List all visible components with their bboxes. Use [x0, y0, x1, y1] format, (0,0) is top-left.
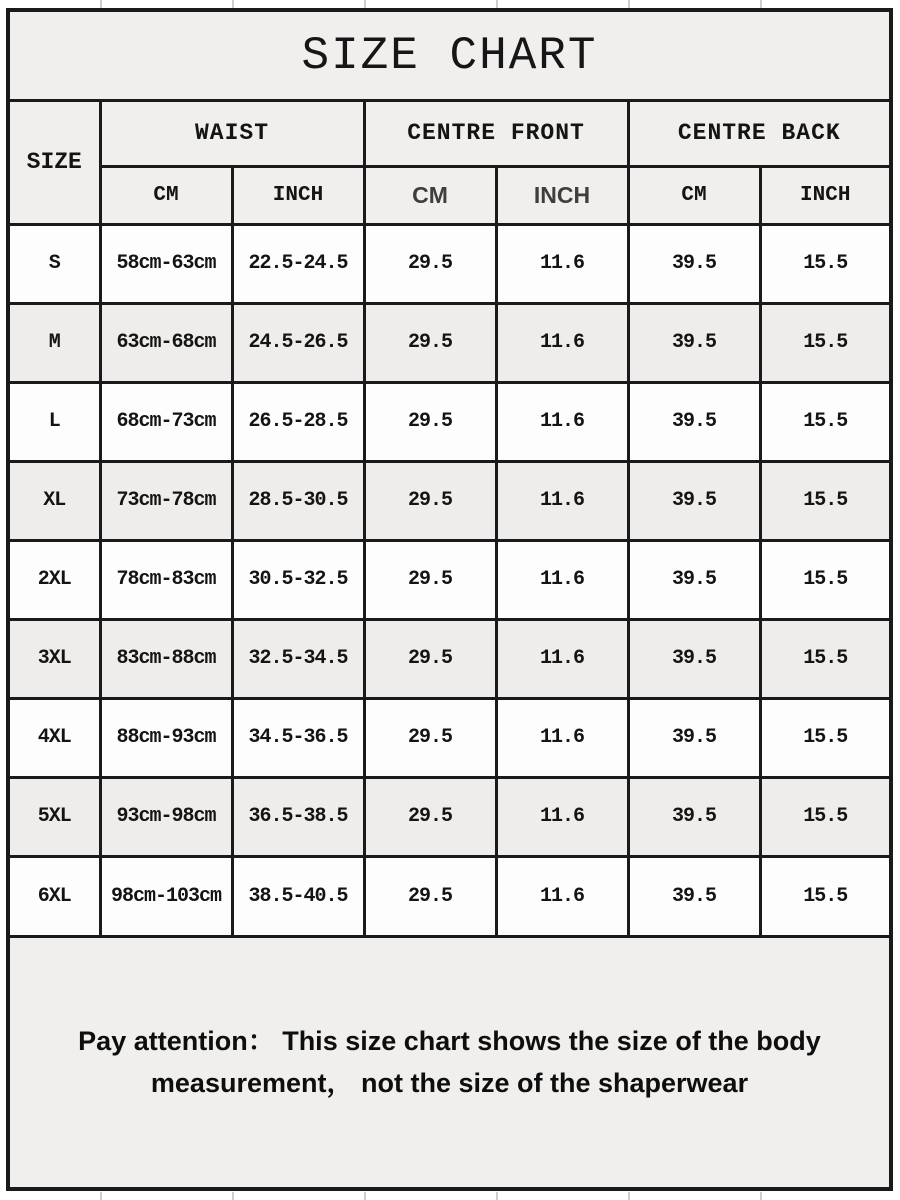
measurement-cell: 29.5	[364, 619, 496, 698]
attention-note	[10, 935, 889, 1187]
measurement-cell: 26.5-28.5	[232, 382, 364, 461]
table-row	[10, 856, 889, 935]
grid-artifact-line	[496, 0, 498, 8]
measurement-cell: 29.5	[364, 777, 496, 856]
table-row	[10, 303, 889, 382]
measurement-cell: 39.5	[628, 303, 760, 382]
measurement-cell: 11.6	[496, 619, 628, 698]
grid-artifact-line	[100, 0, 102, 8]
measurement-cell: 29.5	[364, 856, 496, 935]
group-header-centre-front: CENTRE FRONT	[364, 102, 628, 166]
measurement-cell: 11.6	[496, 777, 628, 856]
measurement-cell: 36.5-38.5	[232, 777, 364, 856]
measurement-cell: 98cm-103cm	[100, 856, 232, 935]
attention-note-line-2: measurement， not the size of the shaperwear	[150, 1067, 749, 1098]
measurement-cell: 15.5	[760, 224, 889, 303]
size-cell: M	[10, 303, 100, 382]
measurement-cell: 15.5	[760, 619, 889, 698]
measurement-cell: 73cm-78cm	[100, 461, 232, 540]
measurement-cell: 93cm-98cm	[100, 777, 232, 856]
table-header	[10, 102, 889, 224]
measurement-cell: 11.6	[496, 461, 628, 540]
grid-artifact-line	[232, 0, 234, 8]
measurement-cell: 39.5	[628, 856, 760, 935]
size-column-header: SIZE	[10, 102, 100, 224]
measurement-cell: 11.6	[496, 856, 628, 935]
measurement-cell: 38.5-40.5	[232, 856, 364, 935]
size-cell: 2XL	[10, 540, 100, 619]
grid-artifact-line	[760, 1192, 762, 1200]
measurement-cell: 39.5	[628, 382, 760, 461]
subheader-centre-front-cm: CM	[364, 166, 496, 224]
group-header-waist: WAIST	[100, 102, 364, 166]
measurement-cell: 39.5	[628, 540, 760, 619]
measurement-cell: 39.5	[628, 698, 760, 777]
title-box	[10, 12, 889, 102]
grid-artifact-line	[100, 1192, 102, 1200]
measurement-cell: 15.5	[760, 540, 889, 619]
measurement-cell: 15.5	[760, 777, 889, 856]
table-row	[10, 698, 889, 777]
size-cell: 4XL	[10, 698, 100, 777]
measurement-cell: 39.5	[628, 461, 760, 540]
measurement-cell: 58cm-63cm	[100, 224, 232, 303]
measurement-cell: 11.6	[496, 303, 628, 382]
measurement-cell: 68cm-73cm	[100, 382, 232, 461]
subheader-waist-inch: INCH	[232, 166, 364, 224]
subheader-centre-back-cm: CM	[628, 166, 760, 224]
measurement-cell: 63cm-68cm	[100, 303, 232, 382]
measurement-cell: 39.5	[628, 777, 760, 856]
size-cell: L	[10, 382, 100, 461]
measurement-cell: 29.5	[364, 540, 496, 619]
size-chart-frame	[6, 8, 893, 1191]
measurement-cell: 11.6	[496, 382, 628, 461]
subheader-centre-front-inch: INCH	[496, 166, 628, 224]
size-cell: 5XL	[10, 777, 100, 856]
header-group-row	[10, 102, 889, 166]
measurement-cell: 88cm-93cm	[100, 698, 232, 777]
measurement-cell: 34.5-36.5	[232, 698, 364, 777]
subheader-waist-cm: CM	[100, 166, 232, 224]
measurement-cell: 11.6	[496, 540, 628, 619]
grid-artifact-line	[628, 1192, 630, 1200]
measurement-cell: 29.5	[364, 303, 496, 382]
attention-note-line-1: Pay attention： This size chart shows the size of the body	[78, 1025, 821, 1056]
measurement-cell: 83cm-88cm	[100, 619, 232, 698]
size-cell: 6XL	[10, 856, 100, 935]
measurement-cell: 15.5	[760, 698, 889, 777]
group-header-centre-back: CENTRE BACK	[628, 102, 889, 166]
size-cell: XL	[10, 461, 100, 540]
measurement-cell: 28.5-30.5	[232, 461, 364, 540]
grid-artifact-line	[760, 0, 762, 8]
size-cell: 3XL	[10, 619, 100, 698]
measurement-cell: 78cm-83cm	[100, 540, 232, 619]
measurement-cell: 24.5-26.5	[232, 303, 364, 382]
size-cell: S	[10, 224, 100, 303]
measurement-cell: 39.5	[628, 224, 760, 303]
measurement-cell: 30.5-32.5	[232, 540, 364, 619]
measurement-cell: 39.5	[628, 619, 760, 698]
measurement-cell: 15.5	[760, 303, 889, 382]
grid-artifact-line	[364, 1192, 366, 1200]
grid-artifact-line	[628, 0, 630, 8]
table-row	[10, 224, 889, 303]
header-sub-row	[10, 166, 889, 224]
measurement-cell: 29.5	[364, 224, 496, 303]
table-row	[10, 382, 889, 461]
table-row	[10, 461, 889, 540]
measurement-cell: 11.6	[496, 698, 628, 777]
table-row	[10, 619, 889, 698]
table-row	[10, 540, 889, 619]
measurement-cell: 22.5-24.5	[232, 224, 364, 303]
subheader-centre-back-inch: INCH	[760, 166, 889, 224]
measurement-cell: 15.5	[760, 856, 889, 935]
grid-artifact-line	[496, 1192, 498, 1200]
measurement-cell: 29.5	[364, 382, 496, 461]
grid-artifact-line	[232, 1192, 234, 1200]
measurement-cell: 11.6	[496, 224, 628, 303]
measurement-cell: 29.5	[364, 461, 496, 540]
measurement-cell: 15.5	[760, 382, 889, 461]
page-title: SIZE CHART	[301, 29, 598, 82]
measurement-cell: 15.5	[760, 461, 889, 540]
table-body	[10, 224, 889, 935]
size-table	[10, 102, 889, 935]
measurement-cell: 29.5	[364, 698, 496, 777]
measurement-cell: 32.5-34.5	[232, 619, 364, 698]
grid-artifact-line	[364, 0, 366, 8]
table-row	[10, 777, 889, 856]
